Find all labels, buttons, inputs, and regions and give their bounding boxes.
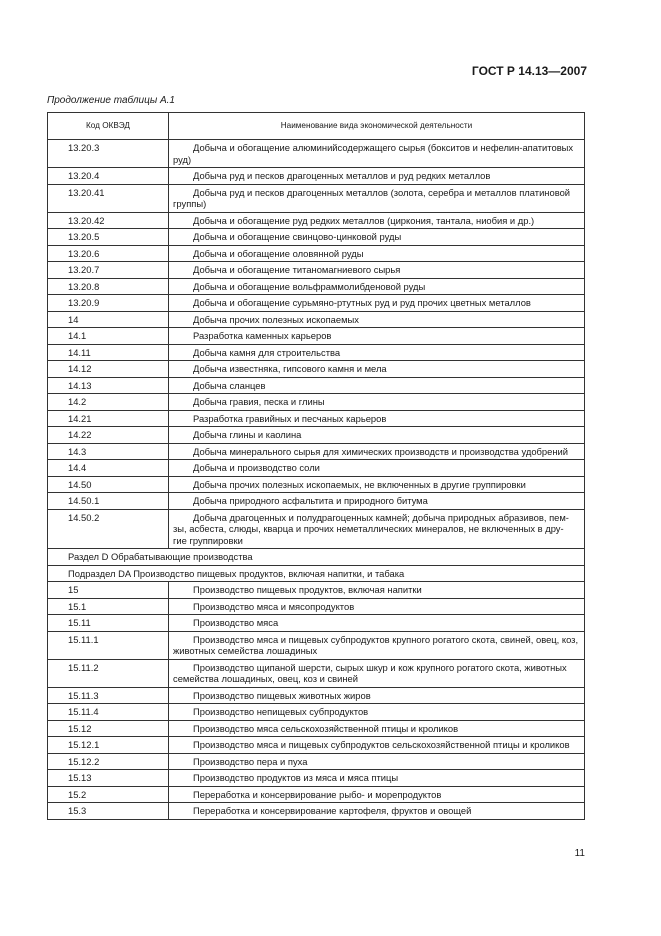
column-header-code: Код ОКВЭД <box>48 113 169 140</box>
row-code: 13.20.6 <box>48 245 169 262</box>
row-name: Добыча и обогащение свинцово-цинковой руды <box>169 229 585 246</box>
row-name: Добыча глины и каолина <box>169 427 585 444</box>
row-code: 13.20.4 <box>48 168 169 185</box>
table-row <box>48 328 585 345</box>
row-code: 14.12 <box>48 361 169 378</box>
row-name: Переработка и консервирование рыбо- и морепродуктов <box>169 786 585 803</box>
page-number: 11 <box>574 848 585 859</box>
table-row <box>48 720 585 737</box>
row-name: Добыча руд и песков драгоценных металлов и руд редких металлов <box>169 168 585 185</box>
table-row <box>48 229 585 246</box>
row-name: Добыча гравия, песка и глины <box>169 394 585 411</box>
table-row <box>48 394 585 411</box>
table-row <box>48 509 585 549</box>
row-code: 15 <box>48 582 169 599</box>
row-code: 15.2 <box>48 786 169 803</box>
table-row <box>48 460 585 477</box>
row-name: Производство пера и пуха <box>169 753 585 770</box>
table-row <box>48 737 585 754</box>
table-row <box>48 704 585 721</box>
row-name: Производство мяса <box>169 615 585 632</box>
row-code: 15.11.4 <box>48 704 169 721</box>
row-name: Добыча и обогащение титаномагниевого сырья <box>169 262 585 279</box>
table-row <box>48 344 585 361</box>
section-heading-row <box>48 549 585 566</box>
row-name: Добыча и обогащение оловянной руды <box>169 245 585 262</box>
section-heading: Раздел D Обрабатывающие производства <box>48 549 585 566</box>
table-caption: Продолжение таблицы А.1 <box>47 95 175 106</box>
row-code: 15.11.2 <box>48 659 169 687</box>
row-name: Производство пищевых животных жиров <box>169 687 585 704</box>
row-code: 13.20.3 <box>48 140 169 168</box>
row-name: Добыча известняка, гипсового камня и мела <box>169 361 585 378</box>
row-code: 14.13 <box>48 377 169 394</box>
row-name: Добыча и производство соли <box>169 460 585 477</box>
row-code: 15.11.1 <box>48 631 169 659</box>
table-row <box>48 615 585 632</box>
row-name: Добыча сланцев <box>169 377 585 394</box>
table-row <box>48 659 585 687</box>
row-code: 13.20.42 <box>48 212 169 229</box>
row-name: Производство продуктов из мяса и мяса птицы <box>169 770 585 787</box>
row-code: 15.13 <box>48 770 169 787</box>
row-name: Добыча прочих полезных ископаемых <box>169 311 585 328</box>
row-code: 15.11.3 <box>48 687 169 704</box>
table-row <box>48 427 585 444</box>
row-code: 13.20.41 <box>48 184 169 212</box>
table-body <box>48 140 585 820</box>
subsection-heading: Подраздел DA Производство пищевых продуктов, включая напитки, и табака <box>48 565 585 582</box>
row-code: 13.20.9 <box>48 295 169 312</box>
row-name: Добыча и обогащение руд редких металлов (циркония, тантала, ниобия и др.) <box>169 212 585 229</box>
table-row <box>48 582 585 599</box>
okved-table <box>47 112 585 820</box>
row-code: 14.50.2 <box>48 509 169 549</box>
table-row <box>48 262 585 279</box>
row-name: Производство непищевых субпродуктов <box>169 704 585 721</box>
row-code: 14.1 <box>48 328 169 345</box>
table-row <box>48 168 585 185</box>
table-row <box>48 410 585 427</box>
row-code: 15.11 <box>48 615 169 632</box>
table-row <box>48 295 585 312</box>
row-name: Добыча драгоценных и полудрагоценных камней; добыча природных абразивов, пем- зы, асбеста, слюды, кварца и прочих неметаллических минералов, не включенных в дру- гие группировки <box>169 509 585 549</box>
table-row <box>48 245 585 262</box>
row-name: Производство мяса и мясопродуктов <box>169 598 585 615</box>
row-code: 14.4 <box>48 460 169 477</box>
row-code: 14.22 <box>48 427 169 444</box>
table-row <box>48 377 585 394</box>
row-name: Добыча и обогащение алюминийсодержащего сырья (бокситов и нефелин-апатитовых руд) <box>169 140 585 168</box>
table-row <box>48 311 585 328</box>
row-name: Добыча природного асфальтита и природного битума <box>169 493 585 510</box>
row-name: Производство мяса и пищевых субпродуктов крупного рогатого скота, свиней, овец, коз, животных семейства лошадиных <box>169 631 585 659</box>
row-name: Добыча камня для строительства <box>169 344 585 361</box>
table-row <box>48 493 585 510</box>
table-row <box>48 443 585 460</box>
table-row <box>48 278 585 295</box>
row-name: Добыча прочих полезных ископаемых, не включенных в другие группировки <box>169 476 585 493</box>
document-header-title: ГОСТ Р 14.13—2007 <box>471 64 587 78</box>
table-row <box>48 598 585 615</box>
row-code: 13.20.5 <box>48 229 169 246</box>
row-code: 14.11 <box>48 344 169 361</box>
column-header-name: Наименование вида экономической деятельности <box>169 113 585 140</box>
table-row <box>48 631 585 659</box>
row-code: 14.50 <box>48 476 169 493</box>
table-row <box>48 786 585 803</box>
row-code: 15.12.1 <box>48 737 169 754</box>
row-name: Производство щипаной шерсти, сырых шкур и кож крупного рогатого скота, животных семейства лошадиных, овец, коз и свиней <box>169 659 585 687</box>
table-header-row <box>48 113 585 140</box>
row-code: 15.3 <box>48 803 169 820</box>
row-name: Разработка гравийных и песчаных карьеров <box>169 410 585 427</box>
row-name: Производство пищевых продуктов, включая напитки <box>169 582 585 599</box>
table-row <box>48 687 585 704</box>
table-row <box>48 476 585 493</box>
table-row <box>48 803 585 820</box>
row-code: 14.50.1 <box>48 493 169 510</box>
row-code: 15.12.2 <box>48 753 169 770</box>
row-code: 15.12 <box>48 720 169 737</box>
row-name: Производство мяса сельскохозяйственной птицы и кроликов <box>169 720 585 737</box>
subsection-heading-row <box>48 565 585 582</box>
row-name: Переработка и консервирование картофеля, фруктов и овощей <box>169 803 585 820</box>
row-code: 14.2 <box>48 394 169 411</box>
table-row <box>48 212 585 229</box>
row-code: 14.3 <box>48 443 169 460</box>
row-name: Добыча и обогащение вольфраммолибденовой руды <box>169 278 585 295</box>
table-row <box>48 184 585 212</box>
row-code: 14.21 <box>48 410 169 427</box>
row-name: Добыча минерального сырья для химических производств и производства удобрений <box>169 443 585 460</box>
row-code: 15.1 <box>48 598 169 615</box>
row-code: 14 <box>48 311 169 328</box>
table-row <box>48 753 585 770</box>
row-name: Добыча и обогащение сурьмяно-ртутных руд и руд прочих цветных металлов <box>169 295 585 312</box>
table-row <box>48 361 585 378</box>
row-name: Добыча руд и песков драгоценных металлов (золота, серебра и металлов платиновой группы) <box>169 184 585 212</box>
table-row <box>48 140 585 168</box>
row-code: 13.20.8 <box>48 278 169 295</box>
row-name: Производство мяса и пищевых субпродуктов сельскохозяйственной птицы и кроликов <box>169 737 585 754</box>
row-name: Разработка каменных карьеров <box>169 328 585 345</box>
table-row <box>48 770 585 787</box>
row-code: 13.20.7 <box>48 262 169 279</box>
